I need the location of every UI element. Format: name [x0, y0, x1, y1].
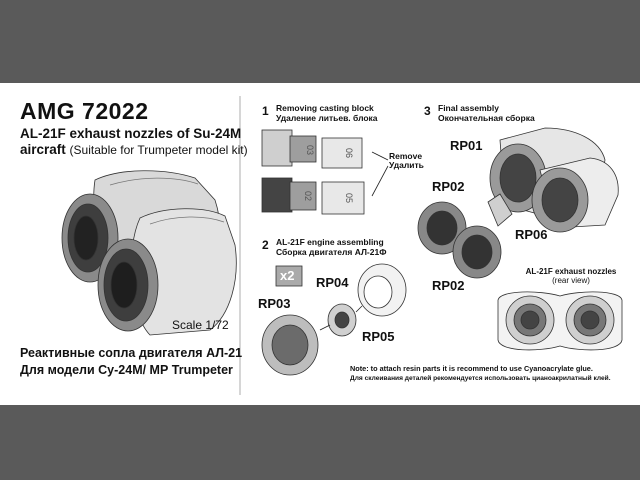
rear-view-illustration — [498, 292, 622, 350]
step2-title-ru: Сборка двигателя АЛ-21Ф — [276, 247, 387, 257]
remove-label — [389, 152, 424, 170]
casting-label-05: 05 — [344, 192, 354, 204]
step2-title-en: AL-21F engine assembling — [276, 237, 384, 247]
remove-en: Remove — [389, 151, 423, 161]
part-rp05: RP05 — [362, 329, 395, 344]
glue-note-ru: Для склеивания деталей рекомендуется использовать цианоакрилатный клей. — [350, 375, 611, 382]
part-rp01: RP01 — [450, 138, 483, 153]
product-title-line1: AL-21F exhaust nozzles of Su-24M — [20, 126, 242, 141]
casting-block-illustration — [262, 130, 388, 214]
rear-view-label — [512, 267, 630, 285]
scale-label: Scale 1/72 — [172, 318, 229, 332]
title-bold: aircraft — [20, 142, 66, 157]
glue-note-en: Note: to attach resin parts it is recommend to use Cyanoacrylate glue. — [350, 364, 593, 373]
product-code: AMG 72022 — [20, 98, 149, 124]
step2-title — [276, 237, 386, 257]
part-rp02-lower: RP02 — [432, 278, 465, 293]
step1-title — [276, 103, 378, 123]
step1-number: 1 — [262, 104, 269, 118]
step1-title-en: Removing casting block — [276, 103, 374, 113]
step2-number: 2 — [262, 238, 269, 252]
step3-number: 3 — [424, 104, 431, 118]
rear-view-sub: (rear view) — [552, 276, 590, 285]
step1-title-ru: Удаление литьев. блока — [276, 113, 378, 123]
product-title-line2 — [20, 142, 248, 157]
quantity-multiplier: x2 — [280, 268, 295, 283]
final-assembly-illustration — [418, 128, 618, 278]
part-rp06: RP06 — [515, 227, 548, 242]
casting-label-06: 06 — [344, 147, 354, 159]
main-nozzle-pair-illustration — [62, 171, 236, 335]
remove-ru: Удалить — [389, 160, 424, 170]
part-rp02-upper: RP02 — [432, 179, 465, 194]
part-rp03: RP03 — [258, 296, 291, 311]
step3-title-en: Final assembly — [438, 103, 499, 113]
russian-title-line1: Реактивные сопла двигателя АЛ-21 — [20, 346, 243, 360]
part-rp04: RP04 — [316, 275, 349, 290]
casting-label-03: 03 — [305, 144, 315, 156]
step3-title — [438, 103, 535, 123]
rear-view-title: AL-21F exhaust nozzles — [525, 267, 617, 276]
russian-title-line2: Для модели Су-24М/ МР Trumpeter — [20, 363, 233, 377]
casting-label-02: 02 — [303, 190, 313, 202]
title-normal: (Suitable for Trumpeter model kit) — [69, 143, 248, 157]
step3-title-ru: Окончательная сборка — [438, 113, 535, 123]
